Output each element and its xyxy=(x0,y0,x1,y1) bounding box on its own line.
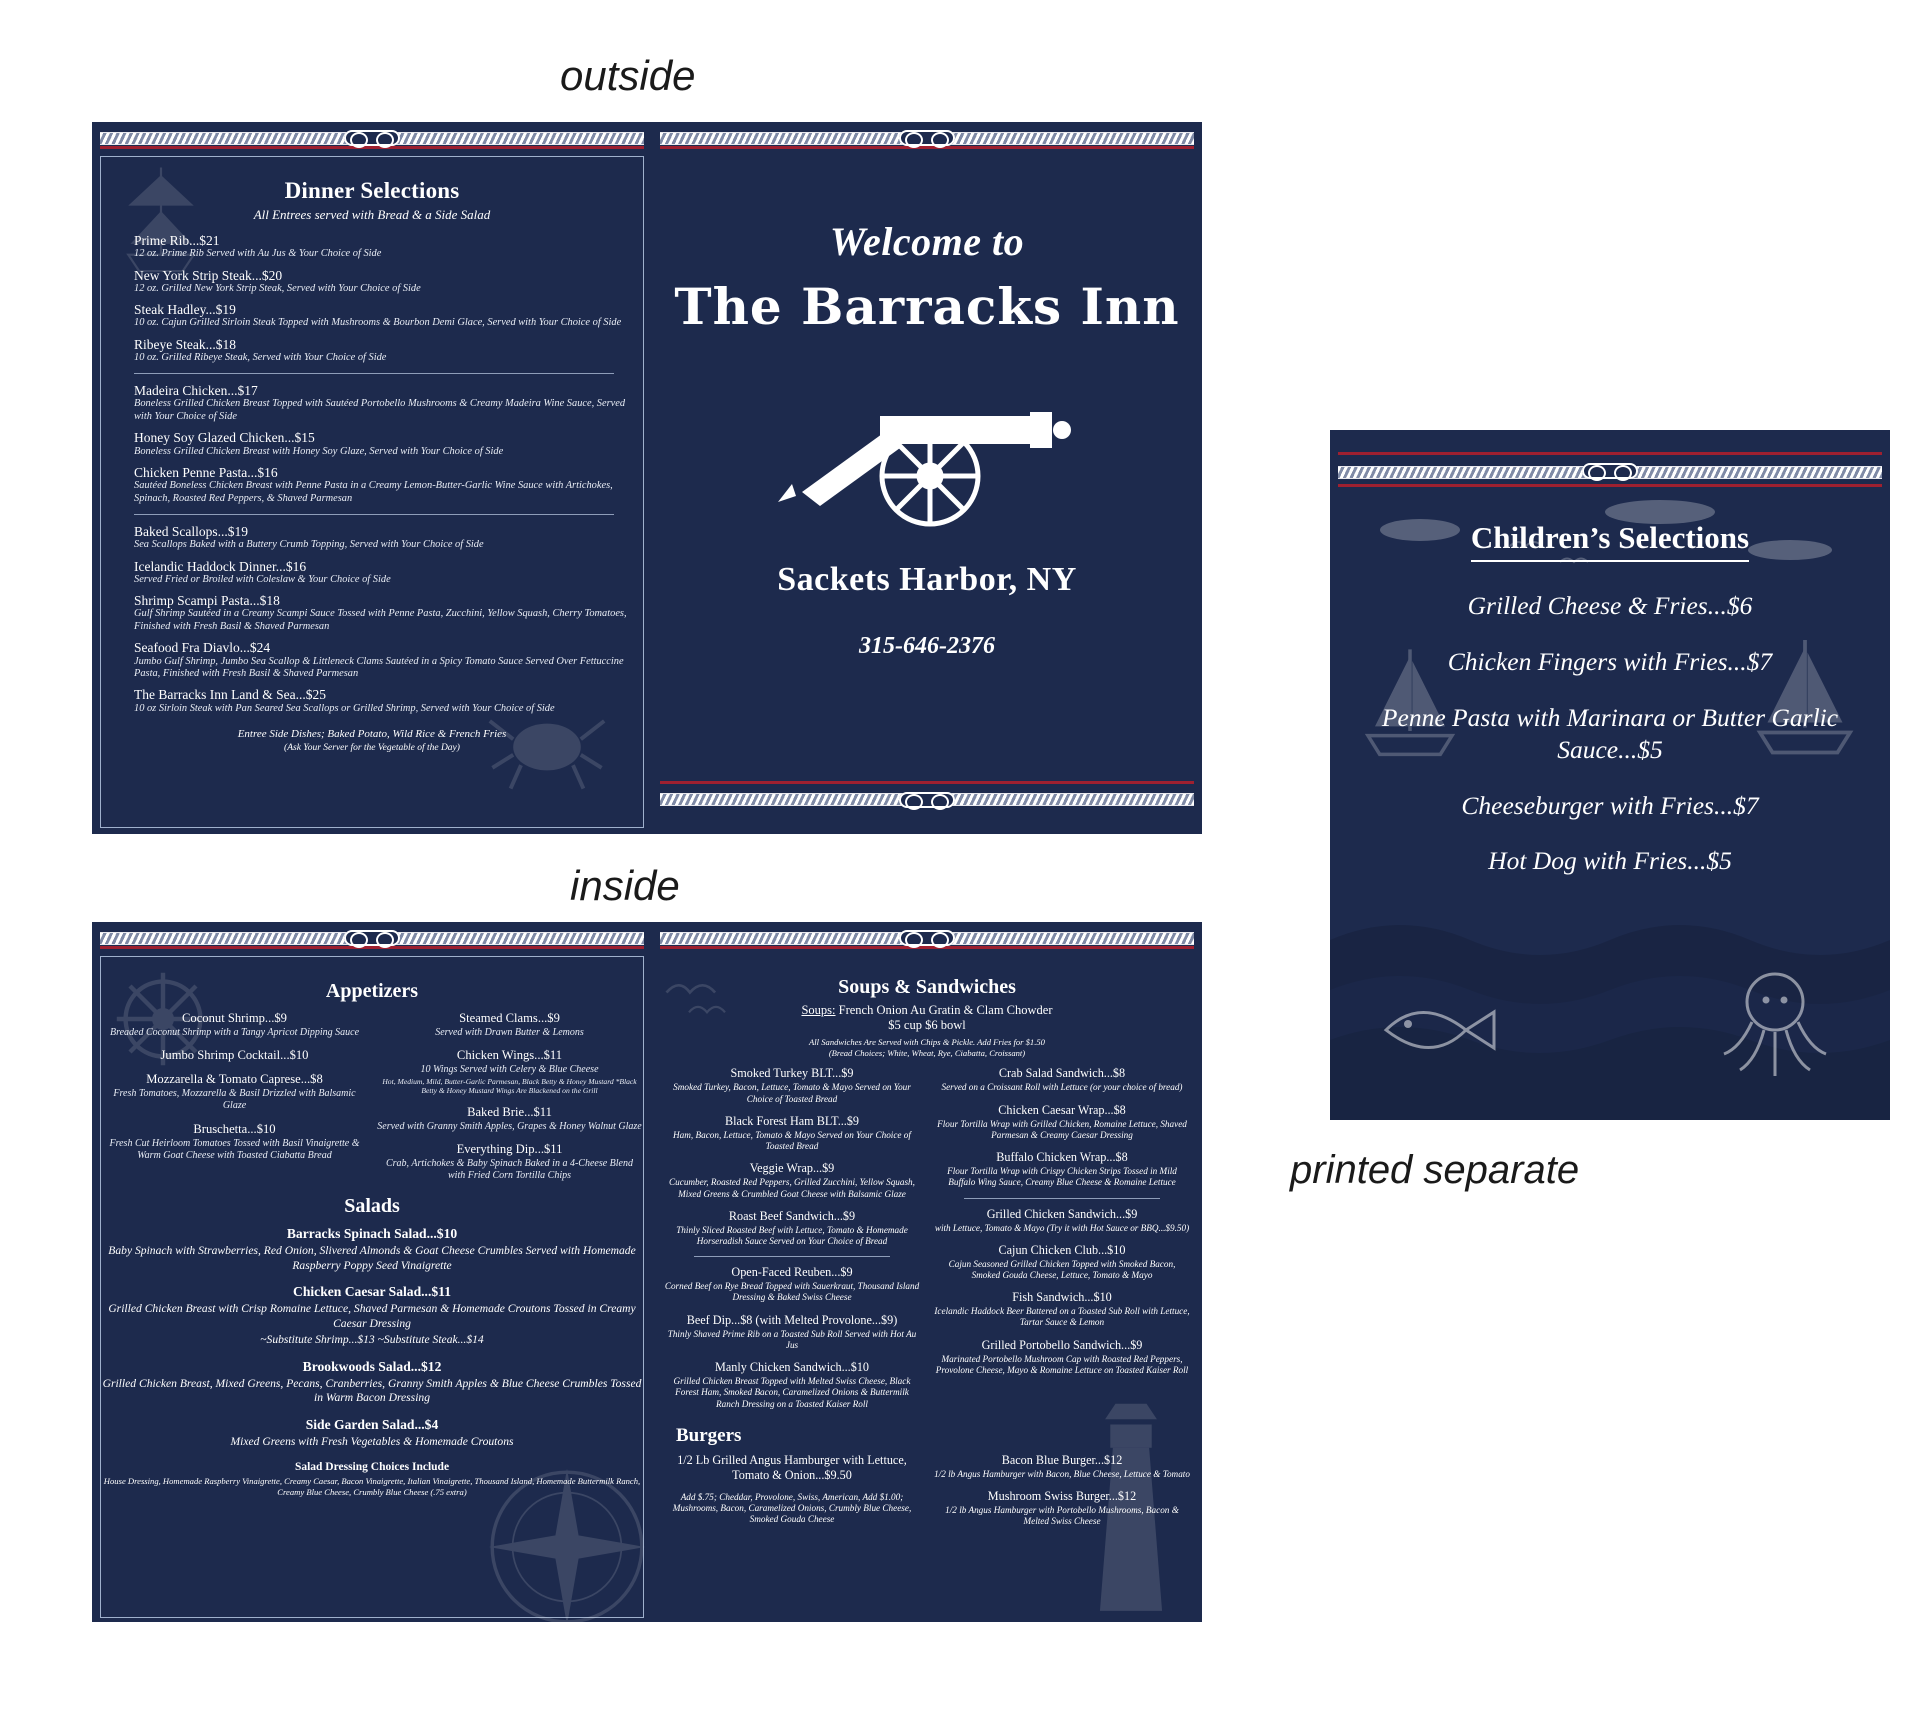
menu-item: Steamed Clams...$9 Served with Drawn Butter & Lemons xyxy=(435,1011,584,1038)
knot-icon xyxy=(899,930,955,946)
dinner-panel xyxy=(92,122,652,834)
menu-item: New York Strip Steak...$20 12 oz. Grilled New York Strip Steak, Served with Your Choice of Side xyxy=(134,267,421,294)
menu-item: Brookwoods Salad...$12 Grilled Chicken Breast, Mixed Greens, Pecans, Cranberries, Granny Smith Apples & Blue Cheese Crumbles Tossed in Warm Bacon Dressing xyxy=(102,1358,642,1405)
menu-item: Manly Chicken Sandwich...$10 Grilled Chicken Breast Topped with Melted Swiss Cheese, Black Forest Ham, Smoked Bacon, Caramelized Onions & Buttermilk Ranch Dressing on a Toasted Kaiser Roll xyxy=(673,1360,911,1409)
dinner-title: Dinner Selections xyxy=(284,178,460,203)
menu-item: Penne Pasta with Marinara or Butter Garlic Sauce...$5 xyxy=(1381,702,1839,764)
red-rule-bottom xyxy=(660,781,1194,784)
menu-item: Baked Brie...$11 Served with Granny Smith Apples, Grapes & Honey Walnut Glaze xyxy=(377,1104,642,1132)
menu-item: Baked Scallops...$19 Sea Scallops Baked with a Buttery Crumb Topping, Served with Your Choice of Side xyxy=(134,524,484,551)
menu-item: Seafood Fra Diavlo...$24 Jumbo Gulf Shrimp, Jumbo Sea Scallop & Littleneck Clams Sautéed in a Spicy Tomato Sauce Served Over Fettuccine Pasta, Finished with Fresh Basil & Shaved Parmesan xyxy=(134,640,624,679)
menu-item: Smoked Turkey BLT...$9 Smoked Turkey, Bacon, Lettuce, Tomato & Mayo Served on Your Choice of Toasted Bread xyxy=(673,1066,911,1104)
caption-printed-separate: printed separate xyxy=(1290,1148,1580,1192)
childrens-panel xyxy=(1330,430,1890,1120)
red-rule-top xyxy=(100,146,644,149)
menu-item: Prime Rib...$21 12 oz. Prime Rib Served with Au Jus & Your Choice of Side xyxy=(134,233,382,260)
burgers-column-left xyxy=(664,1453,920,1537)
soups-price: $5 cup $6 bowl xyxy=(888,1018,966,1032)
menu-item: Fish Sandwich...$10 Icelandic Haddock Beer Battered on a Toasted Sub Roll with Lettuce, Tartar Sauce & Lemon xyxy=(934,1290,1190,1328)
appetizers-salads-panel xyxy=(92,922,652,1622)
dressing-block: Salad Dressing Choices Include House Dressing, Homemade Raspberry Vinaigrette, Creamy Caesar, Bacon Vinaigrette, Italian Vinaigrette, Thousand Island, Homemade Buttermilk Ranch, Creamy Blue Cheese, Crumbly Blue Cheese (.75 extra) xyxy=(103,1461,641,1498)
menu-item: Chicken Caesar Salad...$11 Grilled Chicken Breast with Crisp Romaine Lettuce, Shaved Parmesan & Homemade Croutons Tossed in Creamy Caesar Dressing ~Substitute Shrimp...$13 ~Substitute Steak...$14 xyxy=(108,1284,636,1347)
section-divider xyxy=(134,514,614,515)
soups-sandwiches-title: Soups & Sandwiches xyxy=(838,976,1016,998)
red-rule-top xyxy=(660,946,1194,949)
menu-item: Hot Dog with Fries...$5 xyxy=(1488,846,1732,876)
menu-item: 1/2 Lb Grilled Angus Hamburger with Lettuce, Tomato & Onion...$9.50 xyxy=(677,1452,907,1482)
menu-item: Mozzarella & Tomato Caprese...$8 Fresh Tomatoes, Mozzarella & Basil Drizzled with Balsamic Glaze xyxy=(113,1072,356,1112)
menu-item: Everything Dip...$11 Crab, Artichokes & Baby Spinach Baked in a 4-Cheese Blend with Fried Corn Tortilla Chips xyxy=(386,1141,633,1181)
soups-line: Soups: French Onion Au Gratin & Clam Chowder xyxy=(801,1003,1053,1017)
menu-item: Barracks Spinach Salad...$10 Baby Spinach with Strawberries, Red Onion, Slivered Almonds & Goat Cheese Crumbles Served with Homemade Raspberry Poppy Seed Vinaigrette xyxy=(108,1226,636,1272)
menu-item: Roast Beef Sandwich...$9 Thinly Sliced Roasted Beef with Lettuce, Tomato & Homemade Horseradish Sauce Served on Your Choice of Bread xyxy=(676,1208,908,1246)
menu-item: Ribeye Steak...$18 10 oz. Grilled Ribeye Steak, Served with Your Choice of Side xyxy=(134,336,387,363)
menu-item: Add $.75; Cheddar, Provolone, Swiss, American, Add $1.00; Mushrooms, Bacon, Caramelized Onions, Crumbly Blue Cheese, Smoked Gouda Cheese xyxy=(672,1491,912,1525)
welcome-heading: Welcome to xyxy=(829,219,1025,264)
menu-item: Honey Soy Glazed Chicken...$15 Boneless Grilled Chicken Breast with Honey Soy Glaze, Served with Your Choice of Side xyxy=(134,430,504,457)
menu-item: Mushroom Swiss Burger...$12 1/2 lb Angus Hamburger with Portobello Mushrooms, Bacon & Melted Swiss Cheese xyxy=(945,1488,1179,1527)
menu-item: The Barracks Inn Land & Sea...$25 10 oz Sirloin Steak with Pan Seared Sea Scallops or Grilled Shrimp, Served with Your Choice of Side xyxy=(134,687,555,714)
section-divider xyxy=(694,1256,890,1257)
menu-item: Beef Dip...$8 (with Melted Provolone...$9) Thinly Shaved Prime Rib on a Toasted Sub Roll Served with Hot Au Jus xyxy=(667,1312,917,1350)
menu-item: Crab Salad Sandwich...$8 Served on a Croissant Roll with Lettuce (or your choice of bread) xyxy=(941,1066,1183,1093)
knot-icon-bottom xyxy=(899,792,955,808)
menu-item: Grilled Portobello Sandwich...$9 Marinated Portobello Mushroom Cap with Roasted Red Peppers, Provolone Cheese, Mayo & Romaine Lettuce on Toasted Kaiser Roll xyxy=(935,1337,1189,1375)
caption-outside: outside xyxy=(560,52,696,99)
menu-item: Bruschetta...$10 Fresh Cut Heirloom Tomatoes Tossed with Basil Vinaigrette & Warm Goat Cheese with Toasted Ciabatta Bread xyxy=(109,1121,360,1161)
menu-item: Shrimp Scampi Pasta...$18 Gulf Shrimp Sautéed in a Creamy Scampi Sauce Tossed with Penne Pasta, Zucchini, Yellow Squash, Cherry Tomatoes, Finished with Fresh Basil & Shaved Parmesan xyxy=(134,593,627,632)
sandwich-column-right xyxy=(934,1066,1190,1418)
section-divider xyxy=(964,1198,1160,1199)
menu-item: Grilled Cheese & Fries...$6 xyxy=(1467,591,1753,620)
restaurant-name: The Barracks Inn xyxy=(674,277,1180,336)
menu-item: Side Garden Salad...$4 Mixed Greens with Fresh Vegetables & Homemade Croutons xyxy=(230,1416,514,1448)
soups-sandwiches-panel xyxy=(652,922,1202,1622)
menu-item: Veggie Wrap...$9 Cucumber, Roasted Red Peppers, Grilled Zucchini, Yellow Squash, Mixed Greens & Crumbled Goat Cheese with Balsamic Glaze xyxy=(669,1161,915,1199)
menu-item: Cheeseburger with Fries...$7 xyxy=(1461,790,1759,820)
menu-item: Open-Faced Reuben...$9 Corned Beef on Rye Bread Topped with Sauerkraut, Thousand Island Dressing & Baked Swiss Cheese xyxy=(664,1265,920,1303)
city-label: Sackets Harbor, NY xyxy=(777,561,1077,598)
dinner-footer: Entree Side Dishes; Baked Potato, Wild Rice & French Fries (Ask Your Server for the Vegetable of the Day) xyxy=(237,728,507,753)
red-rule-top xyxy=(660,146,1194,149)
knot-icon xyxy=(899,130,955,146)
childrens-title: Children’s Selections xyxy=(1471,520,1749,562)
section-divider xyxy=(134,373,614,374)
menu-item: Jumbo Shrimp Cocktail...$10 xyxy=(160,1048,309,1063)
appetizers-column-left xyxy=(102,1011,367,1191)
cannon-icon xyxy=(762,364,1092,539)
sandwich-note: All Sandwiches Are Served with Chips & Pickle. Add Fries for $1.50 (Bread Choices; White, Wheat, Rye, Ciabatta, Croissant) xyxy=(809,1037,1045,1058)
menu-item: Black Forest Ham BLT...$9 Ham, Bacon, Lettuce, Tomato & Mayo Served on Your Choice of Toasted Bread xyxy=(673,1113,911,1152)
salads-title: Salads xyxy=(344,1195,400,1218)
red-rule-top xyxy=(100,946,644,949)
menu-item: Chicken Wings...$11 10 Wings Served with Celery & Blue Cheese Hot, Medium, Mild, Butter-Garlic Parmesan, Black Betty & Honey Mustard *Black Betty & Honey Mustard Wings Are Blackened on the Grill xyxy=(382,1048,637,1096)
menu-item: Grilled Chicken Sandwich...$9 with Lettuce, Tomato & Mayo (Try it with Hot Sauce or BBQ...$9.50) xyxy=(934,1206,1190,1233)
menu-item: Buffalo Chicken Wrap...$8 Flour Tortilla Wrap with Crispy Chicken Strips Tossed in Mild Buffalo Wing Sauce, Creamy Blue Cheese & Romaine Lettuce xyxy=(947,1150,1177,1188)
caption-inside: inside xyxy=(570,862,680,909)
red-rule-top xyxy=(1338,452,1882,455)
sandwich-column-left xyxy=(664,1066,920,1418)
menu-item: Bacon Blue Burger...$12 1/2 lb Angus Hamburger with Bacon, Blue Cheese, Lettuce & Tomato xyxy=(934,1452,1190,1479)
menu-item: Steak Hadley...$19 10 oz. Cajun Grilled Sirloin Steak Topped with Mushrooms & Bourbon Demi Glace, Served with Your Choice of Side xyxy=(134,302,622,329)
childrens-title-wrap xyxy=(1354,520,1866,562)
burgers-title: Burgers xyxy=(676,1424,742,1446)
knot-icon xyxy=(344,930,400,946)
appetizers-column-right xyxy=(377,1011,642,1191)
burgers-column-right xyxy=(934,1453,1190,1537)
menu-item: Chicken Caesar Wrap...$8 Flour Tortilla Wrap with Grilled Chicken, Romaine Lettuce, Shaved Parmesan & Creamy Caesar Dressing xyxy=(937,1102,1187,1140)
welcome-panel xyxy=(652,122,1202,834)
appetizers-title: Appetizers xyxy=(325,980,419,1002)
menu-item: Coconut Shrimp...$9 Breaded Coconut Shrimp with a Tangy Apricot Dipping Sauce xyxy=(109,1011,360,1038)
phone-number[interactable]: 315-646-2376 xyxy=(859,633,995,659)
red-rule-top2 xyxy=(1338,484,1882,487)
menu-item: Chicken Fingers with Fries...$7 xyxy=(1447,646,1773,676)
menu-item: Icelandic Haddock Dinner...$16 Served Fried or Broiled with Coleslaw & Your Choice of Side xyxy=(134,558,391,585)
dinner-subtitle: All Entrees served with Bread & a Side Salad xyxy=(253,207,491,222)
menu-item: Madeira Chicken...$17 Boneless Grilled Chicken Breast Topped with Sautéed Portobello Mushrooms & Creamy Madeira Wine Sauce, Served with Your Choice of Side xyxy=(134,383,626,422)
knot-icon xyxy=(344,130,400,146)
menu-item: Chicken Penne Pasta...$16 Sautéed Boneless Chicken Breast with Penne Pasta in a Creamy Lemon-Butter-Garlic Wine Sauce with Artichokes, Spinach, Roasted Red Peppers, & Shaved Parmesan xyxy=(134,465,613,504)
knot-icon xyxy=(1582,463,1638,479)
menu-item: Cajun Chicken Club...$10 Cajun Seasoned Grilled Chicken Topped with Smoked Bacon, Smoked Gouda Cheese, Lettuce, Tomato & Mayo xyxy=(948,1242,1176,1280)
